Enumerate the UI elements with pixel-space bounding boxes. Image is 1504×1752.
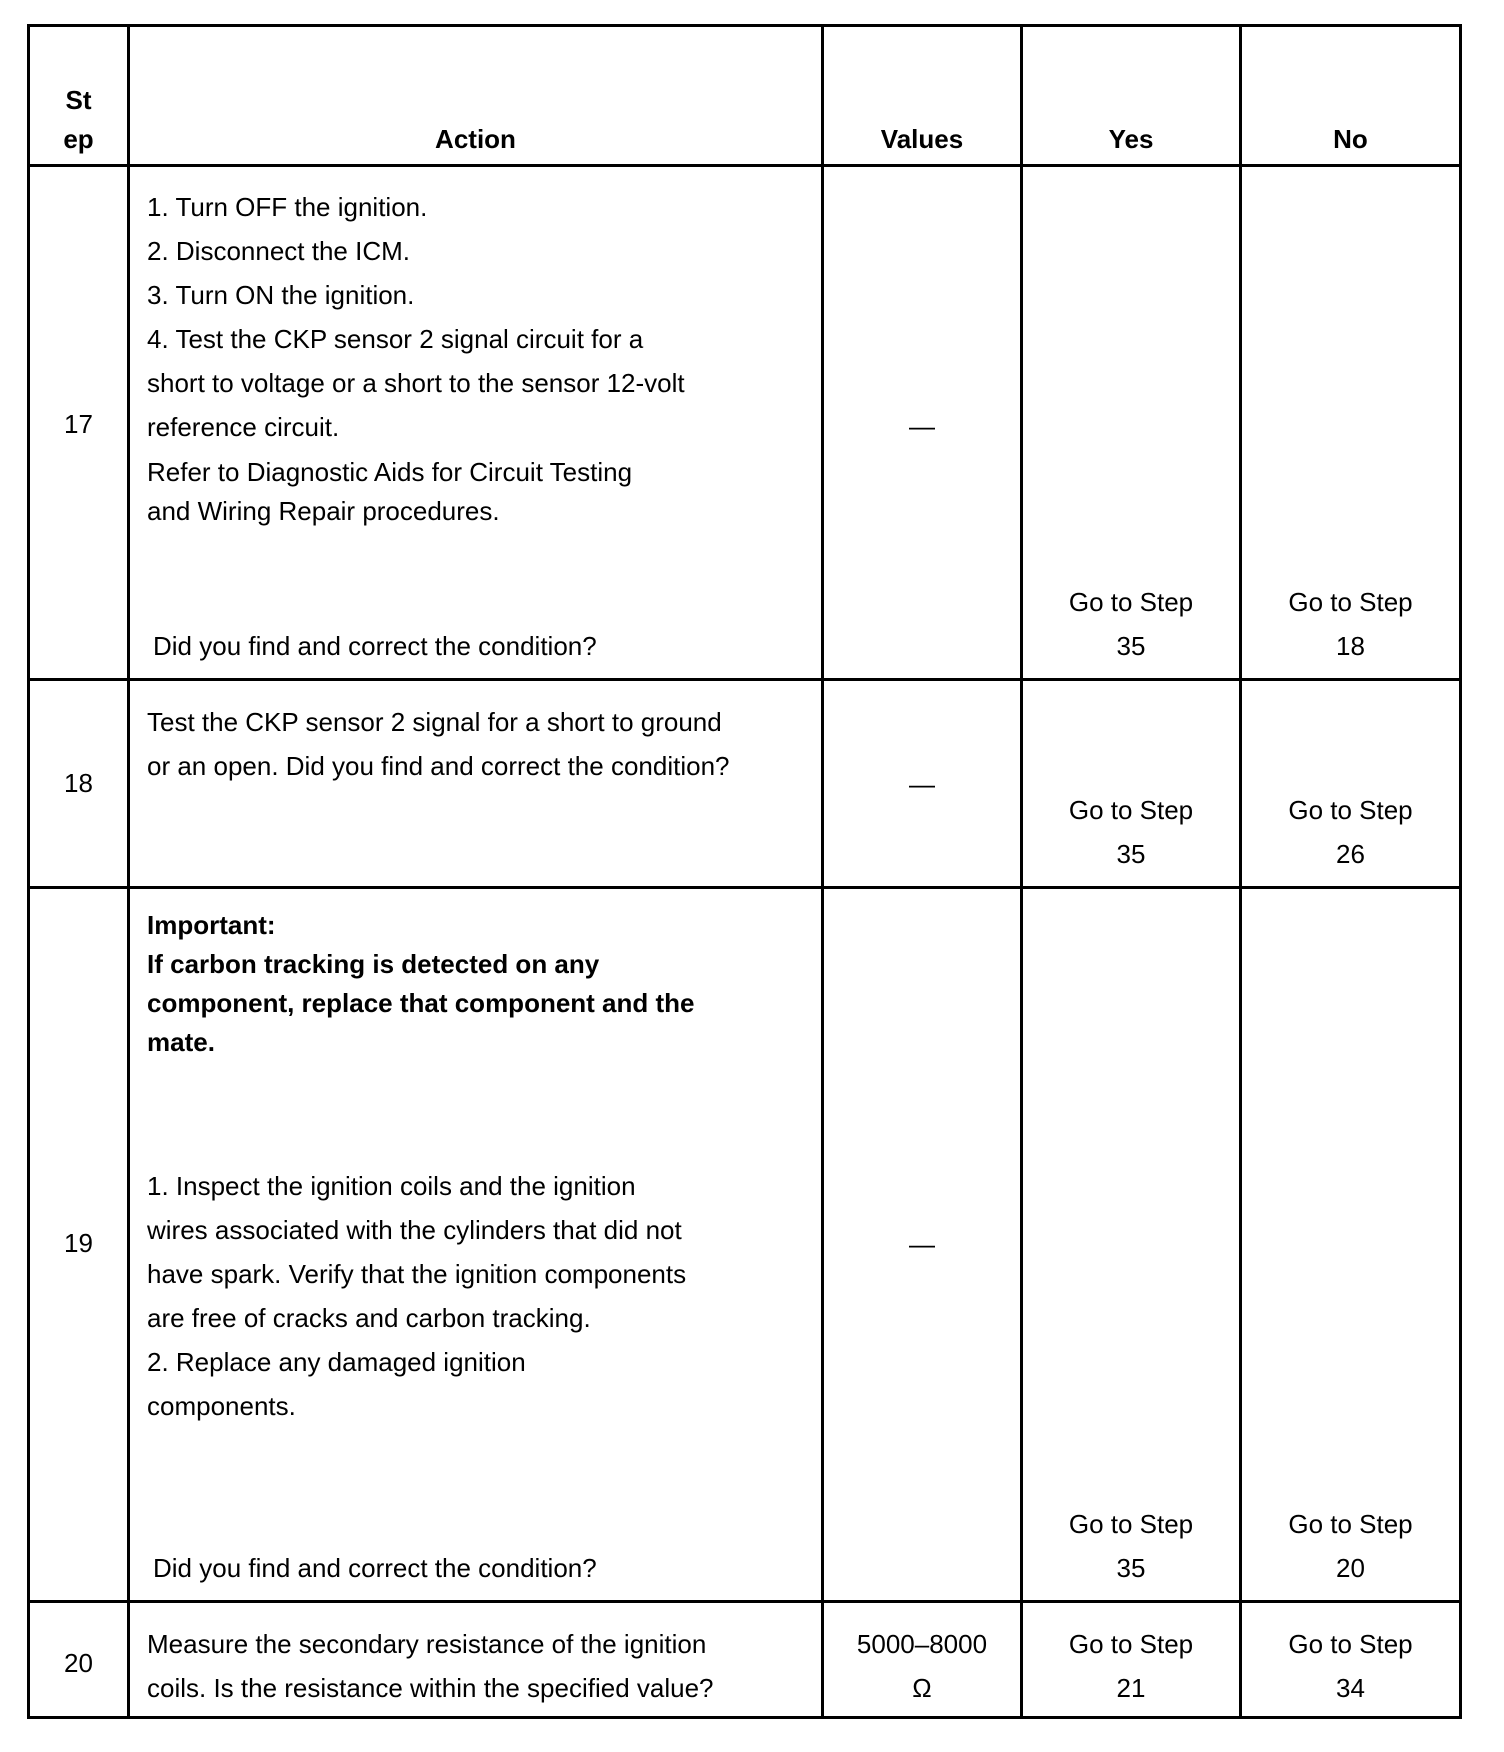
important-line: If carbon tracking is detected on any (147, 949, 600, 979)
action-line: short to voltage or a short to the sensor 12-volt (147, 368, 685, 398)
column-divider (821, 24, 824, 1719)
important-notice (147, 906, 695, 1062)
yes-cell (1023, 788, 1239, 876)
important-line: mate. (147, 1027, 215, 1057)
step-number: 18 (64, 768, 93, 798)
yes-goto-step: 35 (1116, 1553, 1146, 1583)
table-border-top (27, 24, 1462, 27)
yes-goto-label: Go to Step (1068, 1509, 1194, 1539)
header-action: Action (435, 124, 516, 154)
step-number: 19 (64, 1228, 93, 1258)
note-line: and Wiring Repair procedures. (147, 496, 500, 526)
action-line: Test the CKP sensor 2 signal for a short to ground (147, 707, 722, 737)
value-unit: Ω (912, 1673, 932, 1703)
row-divider (27, 678, 1462, 681)
yes-goto-label: Go to Step (1068, 587, 1194, 617)
action-line: have spark. Verify that the ignition components (147, 1259, 687, 1289)
no-goto-step: 34 (1336, 1673, 1365, 1703)
action-line: are free of cracks and carbon tracking. (147, 1303, 591, 1333)
yes-cell (1023, 1622, 1239, 1710)
no-goto-label: Go to Step (1288, 1629, 1413, 1659)
value-cell: — (909, 769, 935, 799)
action-line: Measure the secondary resistance of the ignition (147, 1629, 707, 1659)
header-yes: Yes (1108, 124, 1154, 154)
yes-goto-label: Go to Step (1068, 795, 1194, 825)
action-line: coils. Is the resistance within the specified value? (147, 1673, 714, 1703)
action-steps (147, 1164, 686, 1428)
action-steps (147, 1622, 714, 1710)
action-line: components. (147, 1391, 296, 1421)
header-divider (27, 164, 1462, 167)
yes-cell (1023, 580, 1239, 668)
yes-goto-step: 35 (1116, 839, 1146, 869)
no-cell (1242, 1622, 1459, 1710)
no-goto-step: 26 (1336, 839, 1365, 869)
no-goto-label: Go to Step (1288, 795, 1413, 825)
value-cell: — (909, 411, 935, 441)
yes-goto-label: Go to Step (1068, 1629, 1194, 1659)
important-line: component, replace that component and the (147, 988, 695, 1018)
row-divider (27, 886, 1462, 889)
yes-goto-step: 21 (1116, 1673, 1146, 1703)
action-line: 2. Replace any damaged ignition (147, 1347, 526, 1377)
header-step-line: ep (63, 124, 94, 154)
diagnostic-table (27, 24, 1462, 1719)
value-range: 5000–8000 (856, 1629, 988, 1659)
no-cell (1242, 580, 1459, 668)
no-goto-label: Go to Step (1288, 587, 1413, 617)
no-goto-label: Go to Step (1288, 1509, 1413, 1539)
note-line: Refer to Diagnostic Aids for Circuit Testing (147, 457, 633, 487)
action-steps (147, 700, 730, 788)
action-line: wires associated with the cylinders that did not (147, 1215, 682, 1245)
yes-goto-step: 35 (1116, 631, 1146, 661)
action-question: Did you find and correct the condition? (153, 1553, 597, 1583)
action-line: or an open. Did you find and correct the condition? (147, 751, 730, 781)
no-goto-step: 20 (1336, 1553, 1365, 1583)
action-line: 1. Turn OFF the ignition. (147, 192, 428, 222)
action-line: reference circuit. (147, 412, 340, 442)
table-border-left (27, 24, 30, 1719)
step-number: 17 (64, 409, 93, 439)
no-cell (1242, 1502, 1459, 1590)
header-step (30, 78, 127, 161)
action-line: 3. Turn ON the ignition. (147, 280, 415, 310)
value-cell (824, 1622, 1020, 1710)
no-cell (1242, 788, 1459, 876)
step-number: 20 (64, 1648, 93, 1678)
action-line: 2. Disconnect the ICM. (147, 236, 410, 266)
important-heading: Important: (147, 910, 276, 940)
row-divider (27, 1600, 1462, 1603)
header-values: Values (880, 124, 964, 154)
header-step-line: St (65, 85, 92, 115)
table-border-right (1459, 24, 1462, 1719)
action-question: Did you find and correct the condition? (153, 631, 597, 661)
action-line: 1. Inspect the ignition coils and the ignition (147, 1171, 636, 1201)
table-border-bottom (27, 1716, 1462, 1719)
value-cell: — (909, 1229, 935, 1259)
yes-cell (1023, 1502, 1239, 1590)
action-line: 4. Test the CKP sensor 2 signal circuit for a (147, 324, 644, 354)
no-goto-step: 18 (1336, 631, 1365, 661)
action-note (147, 453, 632, 531)
column-divider (127, 24, 130, 1719)
action-steps (147, 185, 685, 449)
header-no: No (1333, 124, 1368, 154)
